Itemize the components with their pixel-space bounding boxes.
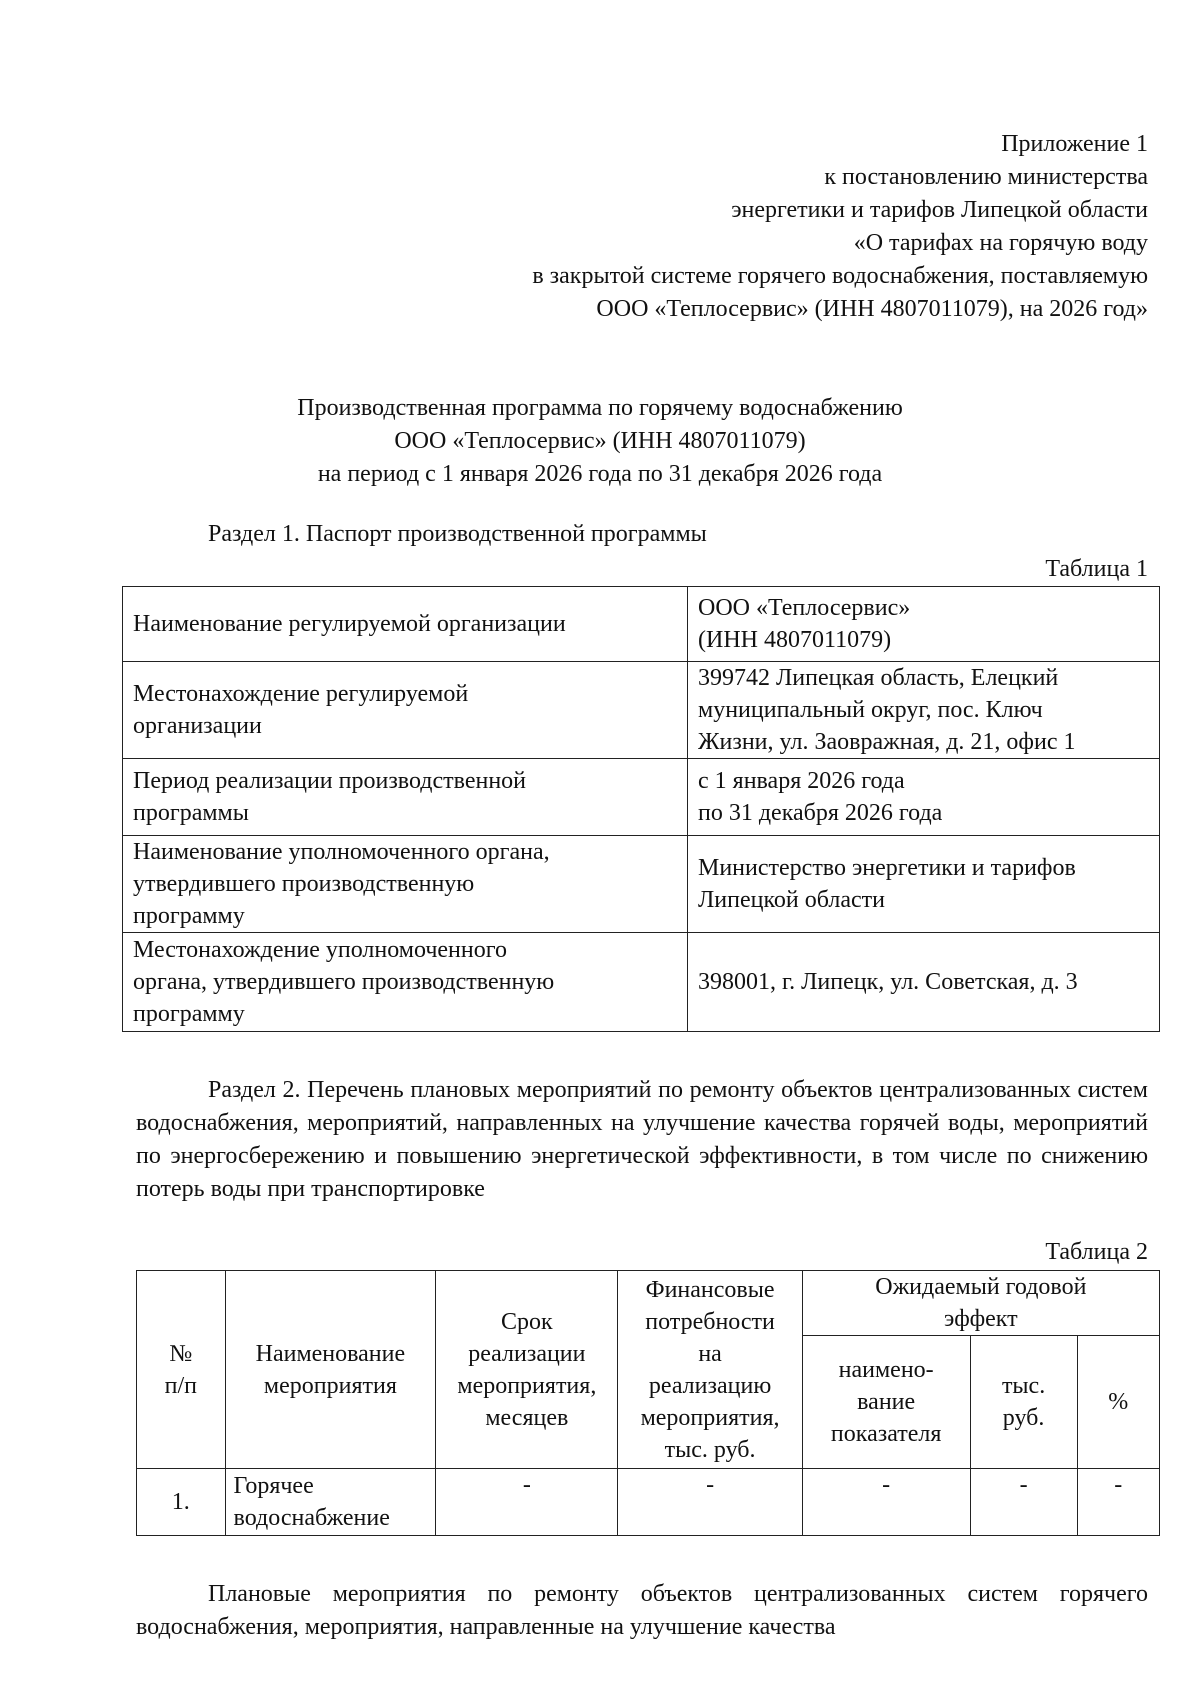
cell-text: программу (133, 1001, 245, 1027)
cell-text: наимено- (838, 1357, 934, 1383)
cell-text: органа, утвердившего производственную (133, 969, 555, 995)
cell-text: Наименование уполномоченного органа, (133, 839, 550, 865)
cell-text: Местонахождение регулируемой (133, 681, 469, 707)
appendix-line: к постановлению министерства (824, 164, 1148, 190)
cell-text: по 31 декабря 2026 года (698, 800, 943, 826)
cell-text: потребности (645, 1308, 775, 1335)
cell-text: мероприятия, (640, 1404, 780, 1431)
passport-value-cell (688, 587, 1160, 662)
header-name (225, 1271, 436, 1469)
header-indicator (802, 1336, 970, 1469)
cell-text: месяцев (485, 1404, 569, 1431)
passport-label-cell (123, 836, 688, 933)
cell-text: ООО «Теплосервис» (698, 595, 911, 621)
passport-label-cell (123, 587, 688, 662)
cell-text: на (698, 1340, 722, 1367)
measures-table (136, 1270, 1160, 1536)
passport-value-cell (688, 662, 1160, 759)
appendix-header (348, 128, 1148, 326)
appendix-line: «О тарифах на горячую воду (853, 230, 1148, 256)
appendix-line: Приложение 1 (1001, 131, 1148, 157)
program-title (0, 392, 1200, 491)
cell-text: вание (857, 1389, 916, 1415)
cell-text: Липецкой области (698, 887, 885, 913)
passport-table (122, 586, 1160, 1032)
program-title-line: ООО «Теплосервис» (ИНН 4807011079) (394, 428, 806, 454)
row-name (225, 1469, 436, 1536)
table-header-row (137, 1271, 1160, 1336)
cell-text: мероприятия (263, 1372, 397, 1399)
cell-text: Наименование (255, 1340, 406, 1367)
row-term: - (436, 1469, 618, 1536)
cell-text: Период реализации производственной (133, 768, 527, 794)
cell-text: утвердившего производственную (133, 871, 475, 897)
cell-text: Министерство энергетики и тарифов (698, 855, 1076, 881)
header-effect (802, 1271, 1159, 1336)
table-row (123, 933, 1160, 1032)
program-title-line: Производственная программа по горячему водоснабжению (297, 395, 903, 421)
row-indicator: - (802, 1469, 970, 1536)
row-percent: - (1077, 1469, 1159, 1536)
program-title-line: на период с 1 января 2026 года по 31 декабря 2026 года (317, 461, 883, 487)
cell-text: с 1 января 2026 года (698, 768, 905, 794)
cell-text: показателя (830, 1421, 942, 1447)
header-term (436, 1271, 618, 1469)
cell-text: тыс. руб. (664, 1436, 756, 1463)
cell-text: водоснабжение (233, 1505, 390, 1531)
passport-value-cell (688, 836, 1160, 933)
row-finance: - (618, 1469, 802, 1536)
passport-value-cell (688, 933, 1160, 1032)
passport-label-cell (123, 933, 688, 1032)
header-finance (618, 1271, 802, 1469)
cell-text: реализацию (648, 1372, 772, 1399)
cell-text: № (169, 1340, 193, 1367)
cell-text: программу (133, 903, 245, 929)
table-row (123, 662, 1160, 759)
table-row (123, 587, 1160, 662)
table-row (137, 1469, 1160, 1536)
passport-value-cell (688, 759, 1160, 836)
row-num: 1. (137, 1469, 226, 1536)
cell-text: (ИНН 4807011079) (698, 627, 892, 653)
cell-text: Срок (501, 1308, 553, 1335)
cell-text: Жизни, ул. Заовражная, д. 21, офис 1 (698, 729, 1076, 755)
section2-title: Раздел 2. Перечень плановых мероприятий по ремонту объектов централизованных систем водоснабжения, мероприятий, направленных на улучшение качества горячей воды, мероприятий по энергосбережению и повышению энергетической эффективности, в том числе по снижению потерь воды при транспортировке (136, 1077, 1148, 1202)
cell-text: Ожидаемый годовой (875, 1274, 1087, 1300)
cell-text: программы (133, 800, 249, 826)
header-num (137, 1271, 226, 1469)
cell-text: п/п (164, 1372, 197, 1399)
cell-text: 399742 Липецкая область, Елецкий (698, 665, 1059, 691)
cell-text: Горячее (233, 1473, 314, 1499)
cell-text: руб. (1002, 1405, 1045, 1431)
appendix-line: в закрытой системе горячего водоснабжения, поставляемую (532, 263, 1148, 289)
table1-label: Таблица 1 (1045, 556, 1148, 582)
row-thousand-rub: - (970, 1469, 1077, 1536)
section1-title: Раздел 1. Паспорт производственной программы (208, 521, 707, 547)
cell-text: эффект (944, 1306, 1018, 1332)
cell-text: реализации (468, 1340, 586, 1367)
cell-text: Наименование регулируемой организации (133, 611, 566, 637)
cell-text: Финансовые (645, 1276, 775, 1303)
table-row (123, 836, 1160, 933)
appendix-line: ООО «Теплосервис» (ИНН 4807011079), на 2026 год» (596, 296, 1148, 322)
cell-text: мероприятия, (457, 1372, 597, 1399)
header-percent: % (1077, 1336, 1159, 1469)
cell-text: Местонахождение уполномоченного (133, 937, 507, 963)
cell-text: муниципальный округ, пос. Ключ (698, 697, 1043, 723)
table-row (123, 759, 1160, 836)
passport-label-cell (123, 759, 688, 836)
header-thousand-rub (970, 1336, 1077, 1469)
cell-text: тыс. (1001, 1373, 1046, 1399)
table2-label: Таблица 2 (1045, 1239, 1148, 1265)
passport-label-cell (123, 662, 688, 759)
footer-paragraph: Плановые мероприятия по ремонту объектов централизованных систем горячего водоснабжения, мероприятия, направленные на улучшение качества (136, 1581, 1148, 1640)
cell-text: организации (133, 713, 262, 739)
cell-text: 398001, г. Липецк, ул. Советская, д. 3 (698, 969, 1078, 995)
appendix-line: энергетики и тарифов Липецкой области (731, 197, 1148, 223)
